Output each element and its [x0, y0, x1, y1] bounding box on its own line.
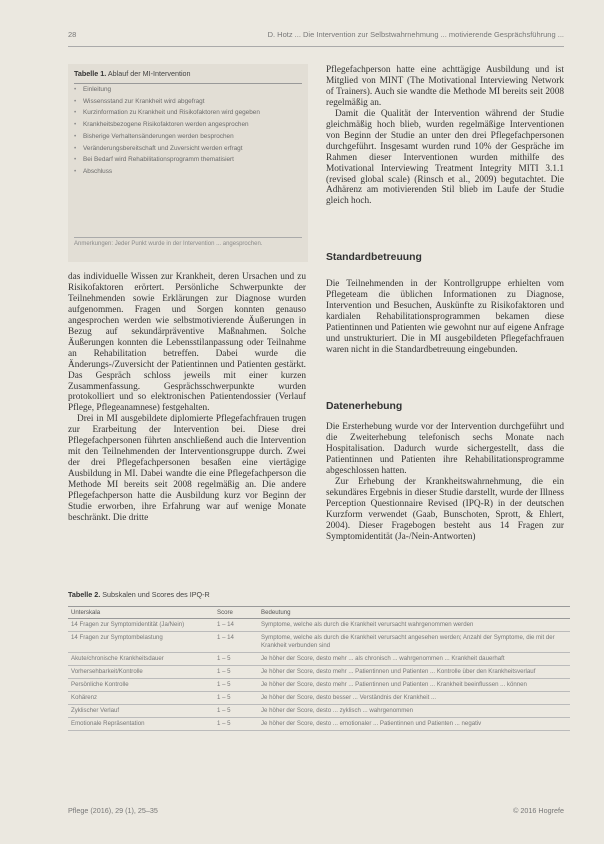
table-cell: Je höher der Score, desto mehr ... Patientinnen und Patienten ... Krankheit beeinflussen ... können: [258, 679, 570, 692]
section-heading-standardbetreuung: Standardbetreuung: [326, 252, 422, 263]
table-cell: Kohärenz: [68, 692, 214, 705]
table-1-box: [68, 64, 308, 262]
footer-citation: Pflege (2016), 29 (1), 25–35: [68, 806, 158, 815]
datenerhebung-text: [326, 422, 564, 542]
table-cell: Je höher der Score, desto besser ... Verständnis der Krankheit ...: [258, 692, 570, 705]
table-2-box: [68, 590, 570, 780]
paragraph: das individuelle Wissen zur Krankheit, deren Ursachen und zu Risikofaktoren erörtert. Persönliche Schwerpunkte der Teilnehmenden sowie Erklärungen zur Diagnose wurden aufgenommen. Fragen und Sorgen konnten genauso angesprochen werden wie selbstmotivierende Äußerungen in Bezug auf sekundärpräventive Maßnahmen. Solche Äußerungen konnten die Lebensstilanpassung oder Teilnahme an Rehabilitation betreffen. Dabei wurde die Änderungs-/Zuversicht der Patientinnen und Patienten gestärkt. Das Gespräch schloss jeweils mit einer kurzen Zusammenfassung. Gesprächsschwerpunkte wurden protokolliert und so elektronischen Patientendossier (Verlauf Pflege, Pflegeanamnese) festgehalten.: [68, 272, 306, 414]
table-1-rule: [74, 83, 302, 84]
table-row: [68, 705, 570, 718]
table-2-body: [68, 619, 570, 731]
table-cell: 1 – 5: [214, 679, 258, 692]
paragraph: Drei in MI ausgebildete diplomierte Pflegefachfrauen trugen zur Erarbeitung der Intervention bei. Diese drei Pflegefachpersonen führten anschließend auch die Intervention mit den Teilnehmenden der Interventionsgruppe durch. Zwei der drei Pflegefachpersonen besaßen eine viertägige Ausbildung in MI. Dabei wandte die eine Pflegefachperson die Methode MI bereits seit 2008 regelmäßig an. Die andere Pflegefachperson hatte die Ausbildung kurz vor Beginn der Studie erworben, ihre Erfahrung war auf wenige Monate beschränkt. Die dritte: [68, 414, 306, 523]
table-cell: Vorhersehbarkeit/Kontrolle: [68, 666, 214, 679]
left-column-text: [68, 272, 306, 524]
table-cell: 14 Fragen zur Symptomidentität (Ja/Nein): [68, 619, 214, 632]
page-header: [68, 30, 564, 44]
paragraph: Die Teilnehmenden in der Kontrollgruppe erhielten vom Pflegeteam die üblichen Informationen zu Diagnose, Intervention und Besuchen, Auskünfte zu Risikofaktoren und kardialen Rehabilitationsprogrammen bekamen diese Patientinnen und Patienten wie gewohnt nur auf eigene Anfrage und unstrukturiert. Die in MI ausgebildeten Pflegefachfrauen waren nicht in die Standardbetreuung eingebunden.: [326, 279, 564, 355]
table-row: [68, 692, 570, 705]
list-item: • Kurzinformation zu Krankheit und Risikofaktoren wird gegeben: [74, 109, 302, 118]
list-item: • Veränderungsbereitschaft und Zuversicht werden erfragt: [74, 145, 302, 154]
table-1-note: Anmerkungen: Jeder Punkt wurde in der Intervention ... angesprochen.: [74, 237, 302, 248]
table-cell: Je höher der Score, desto ... zyklisch ... wahrgenommen: [258, 705, 570, 718]
table-cell: 1 – 14: [214, 619, 258, 632]
table-1-title: Tabelle 1. Ablauf der MI-Intervention: [74, 69, 191, 78]
list-item: • Abschluss: [74, 168, 302, 177]
header-divider: [68, 46, 564, 47]
paragraph: Zur Erhebung der Krankheitswahrnehmung, die ein sekundäres Ergebnis in dieser Studie darstellt, wurde der Illness Perception Questionnaire Revised (IPQ-R) in der deutschen Kurzform verwendet (Gaab, Bunschoten, Sprott, & Ehlert, 2004). Dieser Fragebogen besteht aus 14 Fragen zur Symptomidentität (Ja-/Nein-Antworten): [326, 476, 564, 542]
footer-copyright: © 2016 Hogrefe: [513, 806, 564, 815]
table-cell: Je höher der Score, desto mehr ... Patientinnen und Patienten ... Kontrolle über den Krankheitsverlauf: [258, 666, 570, 679]
table-cell: 14 Fragen zur Symptombelastung: [68, 632, 214, 653]
column-header: Unterskala: [68, 607, 214, 619]
table-cell: Symptome, welche als durch die Krankheit verursacht angesehen werden; Anzahl der Symptome, die mit der Krankheit verbunden sind: [258, 632, 570, 653]
table-cell: 1 – 5: [214, 653, 258, 666]
table-row: [68, 619, 570, 632]
standardbetreuung-text: [326, 279, 564, 356]
paragraph: Damit die Qualität der Intervention während der Studie gleichmäßig hoch blieb, wurden regelmäßige Interventionen von Beginn der Studie an unter den drei Pflegefachpersonen durchgeführt. Insgesamt wurden rund 10% der Gespräche im Rahmen dieser Interventionen wurden mithilfe des Motivational Interviewing Treatment Integrity MITI 3.1.1 (revised global scale) (Rinsch et al., 2009) begutachtet. Die Adhärenz am motivierenden Stil blieb im Laufe der Studie gleich hoch.: [326, 108, 564, 207]
right-column-text-intro: [326, 65, 564, 207]
table-cell: 1 – 5: [214, 705, 258, 718]
table-row: [68, 666, 570, 679]
table-row: [68, 653, 570, 666]
table-2-title: Tabelle 2. Subskalen und Scores des IPQ-R: [68, 590, 210, 599]
list-item: • Bisherige Verhaltensänderungen werden besprochen: [74, 133, 302, 142]
section-heading-datenerhebung: Datenerhebung: [326, 401, 403, 412]
table-cell: Akute/chronische Krankheitsdauer: [68, 653, 214, 666]
table-2: [68, 606, 570, 731]
table-row: [68, 679, 570, 692]
table-cell: Je höher der Score, desto ... emotionaler ... Patientinnen und Patienten ... negativ: [258, 718, 570, 731]
table-cell: Persönliche Kontrolle: [68, 679, 214, 692]
column-header: Score: [214, 607, 258, 619]
table-1-list: [74, 86, 302, 180]
table-cell: 1 – 5: [214, 718, 258, 731]
list-item: • Krankheitsbezogene Risikofaktoren werden angesprochen: [74, 121, 302, 130]
table-cell: Zyklischer Verlauf: [68, 705, 214, 718]
table-2-header-row: [68, 607, 570, 619]
table-cell: Symptome, welche als durch die Krankheit verursacht wahrgenommen werden: [258, 619, 570, 632]
table-row: [68, 718, 570, 731]
table-cell: Je höher der Score, desto mehr ... als chronisch ... wahrgenommen ... Krankheit dauerhaft: [258, 653, 570, 666]
table-cell: 1 – 5: [214, 666, 258, 679]
table-row: [68, 632, 570, 653]
paragraph: Pflegefachperson hatte eine achttägige Ausbildung und ist Mitglied von MINT (The Motivational Interviewing Network of Trainers). Auch sie wandte die Methode MI bereits seit 2008 regelmäßig an.: [326, 65, 564, 108]
page-number: 28: [68, 30, 77, 39]
table-cell: Emotionale Repräsentation: [68, 718, 214, 731]
table-cell: 1 – 5: [214, 692, 258, 705]
running-title: D. Hotz ... Die Intervention zur Selbstwahrnehmung ... motivierende Gesprächsführung ...: [267, 30, 564, 39]
paragraph: Die Ersterhebung wurde vor der Intervention durchgeführt und die Zweiterhebung telefonisch sechs Monate nach Hospitalisation. Dadurch wurde sichergestellt, dass die Patientinnen und Patienten ihre Rehabilitationsprogramme abgeschlossen hatten.: [326, 422, 564, 476]
table-cell: 1 – 14: [214, 632, 258, 653]
column-header: Bedeutung: [258, 607, 570, 619]
list-item: • Wissensstand zur Krankheit wird abgefragt: [74, 98, 302, 107]
list-item: • Einleitung: [74, 86, 302, 95]
list-item: • Bei Bedarf wird Rehabilitationsprogramm thematisiert: [74, 156, 302, 165]
